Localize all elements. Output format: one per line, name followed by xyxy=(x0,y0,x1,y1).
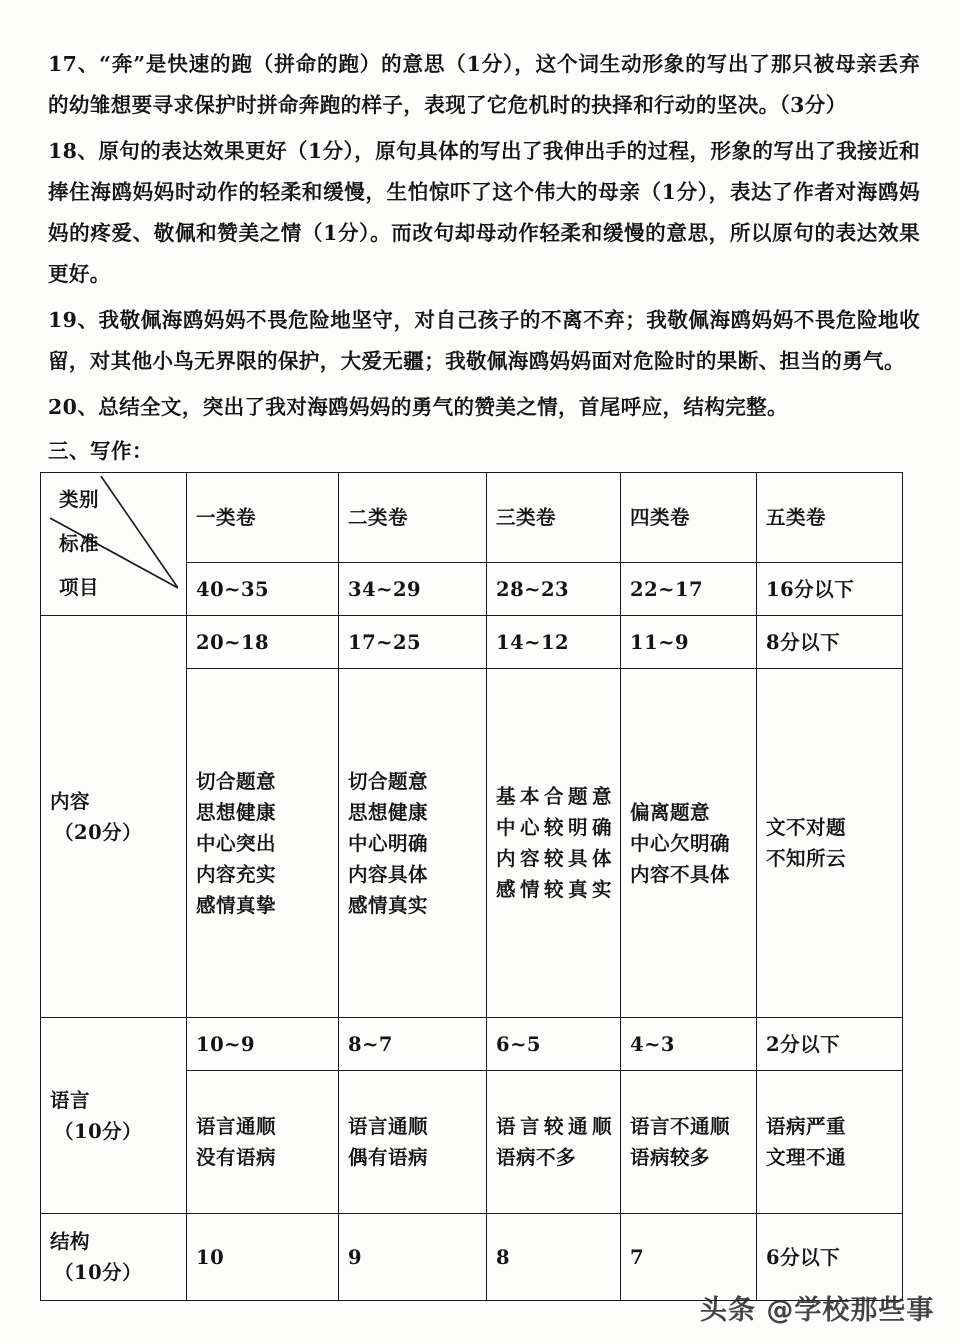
content-desc-4-line-3: 内容不具体 xyxy=(630,862,731,886)
language-desc-grade-4 xyxy=(621,1071,757,1214)
content-desc-1-line-2: 思想健康 xyxy=(196,800,277,824)
language-desc-4-line-2: 语病较多 xyxy=(630,1146,711,1169)
row-label-structure-main: 结构 xyxy=(50,1230,91,1253)
answer-paragraph-20: 20、总结全文，突出了我对海鸥妈妈的勇气的赞美之情，首尾呼应，结构完整。 xyxy=(48,395,788,419)
answer-paragraph-19: 19、我敬佩海鸥妈妈不畏危险地坚守，对自己孩子的不离不弃；我敬佩海鸥妈妈不畏危险地收留，对其他小鸟无界限的保护，大爱无疆；我敬佩海鸥妈妈面对危险时的果断、担当的勇气。 xyxy=(48,308,920,373)
language-desc-3-line-1: 语言较通顺 xyxy=(496,1115,612,1138)
content-score-grade-4: 11~9 xyxy=(621,616,757,669)
content-desc-4-line-1: 偏离题意 xyxy=(630,800,711,824)
content-desc-grade-2 xyxy=(339,669,487,1018)
answer-paragraph-17: 17、“奔”是快速的跑（拼命的跑）的意思（1分），这个词生动形象的写出了那只被母亲丢弃的幼雏想要寻求保护时拼命奔跑的样子，表现了它危机时的抉择和行动的坚决。（3分） xyxy=(48,52,920,117)
structure-score-grade-5: 6分以下 xyxy=(757,1214,903,1301)
corner-label-standard: 标准 xyxy=(59,532,100,555)
content-desc-3-line-4: 感情较真实 xyxy=(496,878,612,901)
column-header-grade-5: 五类卷 xyxy=(757,473,903,563)
row-label-content-main: 内容 xyxy=(50,789,91,813)
content-desc-3-line-1: 基本合题意 xyxy=(496,785,612,808)
content-desc-3-line-2: 中心较明确 xyxy=(496,816,612,839)
answers-section xyxy=(0,0,960,428)
content-desc-grade-4 xyxy=(621,669,757,1018)
corner-diagonal-cell xyxy=(41,473,187,616)
structure-score-grade-1: 10 xyxy=(187,1214,339,1301)
structure-score-row xyxy=(41,1214,903,1301)
content-desc-2-line-5: 感情真实 xyxy=(348,893,429,917)
column-header-grade-3: 三类卷 xyxy=(487,473,621,563)
language-score-row xyxy=(41,1018,903,1071)
column-header-grade-4: 四类卷 xyxy=(621,473,757,563)
language-score-grade-2: 8~7 xyxy=(339,1018,487,1071)
language-desc-grade-1 xyxy=(187,1071,339,1214)
row-label-language-main: 语言 xyxy=(50,1088,91,1112)
language-desc-1-line-1: 语言通顺 xyxy=(196,1115,277,1138)
total-score-grade-3: 28~23 xyxy=(487,563,621,616)
content-desc-grade-3 xyxy=(487,669,621,1018)
language-score-grade-4: 4~3 xyxy=(621,1018,757,1071)
language-desc-5-line-2: 文理不通 xyxy=(766,1146,847,1169)
section-heading-writing: 三、写作： xyxy=(48,439,153,463)
content-desc-1-line-4: 内容充实 xyxy=(196,862,277,886)
content-desc-2-line-2: 思想健康 xyxy=(348,800,429,824)
total-score-grade-2: 34~29 xyxy=(339,563,487,616)
language-score-grade-1: 10~9 xyxy=(187,1018,339,1071)
column-header-grade-1: 一类卷 xyxy=(187,473,339,563)
total-score-grade-1: 40~35 xyxy=(187,563,339,616)
content-desc-1-line-5: 感情真挚 xyxy=(196,893,277,917)
language-desc-grade-2 xyxy=(339,1071,487,1214)
content-score-row xyxy=(41,616,903,669)
row-label-language-sub: （10分） xyxy=(54,1119,143,1143)
language-score-grade-3: 6~5 xyxy=(487,1018,621,1071)
structure-score-grade-4: 7 xyxy=(621,1214,757,1301)
content-score-grade-2: 17~25 xyxy=(339,616,487,669)
watermark: 头条 @学校那些事 xyxy=(700,1295,935,1326)
content-score-grade-3: 14~12 xyxy=(487,616,621,669)
structure-score-grade-3: 8 xyxy=(487,1214,621,1301)
row-label-structure-sub: （10分） xyxy=(54,1261,143,1284)
grading-table-container xyxy=(40,472,908,1301)
content-desc-2-line-1: 切合题意 xyxy=(348,769,429,793)
table-header-row xyxy=(41,473,903,563)
content-desc-1-line-1: 切合题意 xyxy=(196,769,277,793)
content-score-grade-1: 20~18 xyxy=(187,616,339,669)
content-desc-5-line-1: 文不对题 xyxy=(766,816,847,839)
corner-label-item: 项目 xyxy=(59,576,100,599)
answer-paragraph-18: 18、原句的表达效果更好（1分），原句具体的写出了我伸出手的过程，形象的写出了我接近和捧住海鸥妈妈时动作的轻柔和缓慢，生怕惊吓了这个伟大的母亲（1分），表达了作者对海鸥妈妈的疼爱、敬佩和赞美之情（1分）。而改句却母动作轻柔和缓慢的意思，所以原句的表达效果更好。 xyxy=(48,139,920,286)
content-desc-3-line-3: 内容较具体 xyxy=(496,847,612,870)
language-desc-5-line-1: 语病严重 xyxy=(766,1115,847,1138)
language-desc-2-line-1: 语言通顺 xyxy=(348,1115,429,1138)
total-score-grade-4: 22~17 xyxy=(621,563,757,616)
content-desc-grade-1 xyxy=(187,669,339,1018)
corner-label-category: 类别 xyxy=(59,488,100,511)
row-label-content xyxy=(41,616,187,1018)
language-desc-grade-3 xyxy=(487,1071,621,1214)
language-desc-2-line-2: 偶有语病 xyxy=(348,1146,429,1169)
total-score-grade-5: 16分以下 xyxy=(757,563,903,616)
content-desc-5-line-2: 不知所云 xyxy=(766,847,847,870)
column-header-grade-2: 二类卷 xyxy=(339,473,487,563)
grading-criteria-table xyxy=(40,472,903,1301)
language-desc-3-line-2: 语病不多 xyxy=(496,1146,577,1169)
language-desc-1-line-2: 没有语病 xyxy=(196,1146,277,1169)
structure-score-grade-2: 9 xyxy=(339,1214,487,1301)
content-desc-4-line-2: 中心欠明确 xyxy=(630,831,731,855)
content-desc-grade-5 xyxy=(757,669,903,1018)
row-label-language xyxy=(41,1018,187,1214)
row-label-structure xyxy=(41,1214,187,1301)
content-desc-2-line-3: 中心明确 xyxy=(348,831,429,855)
language-score-grade-5: 2分以下 xyxy=(757,1018,903,1071)
content-desc-1-line-3: 中心突出 xyxy=(196,831,277,855)
language-desc-grade-5 xyxy=(757,1071,903,1214)
language-desc-4-line-1: 语言不通顺 xyxy=(630,1115,731,1138)
content-score-grade-5: 8分以下 xyxy=(757,616,903,669)
row-label-content-sub: （20分） xyxy=(54,820,143,844)
content-desc-2-line-4: 内容具体 xyxy=(348,862,429,886)
